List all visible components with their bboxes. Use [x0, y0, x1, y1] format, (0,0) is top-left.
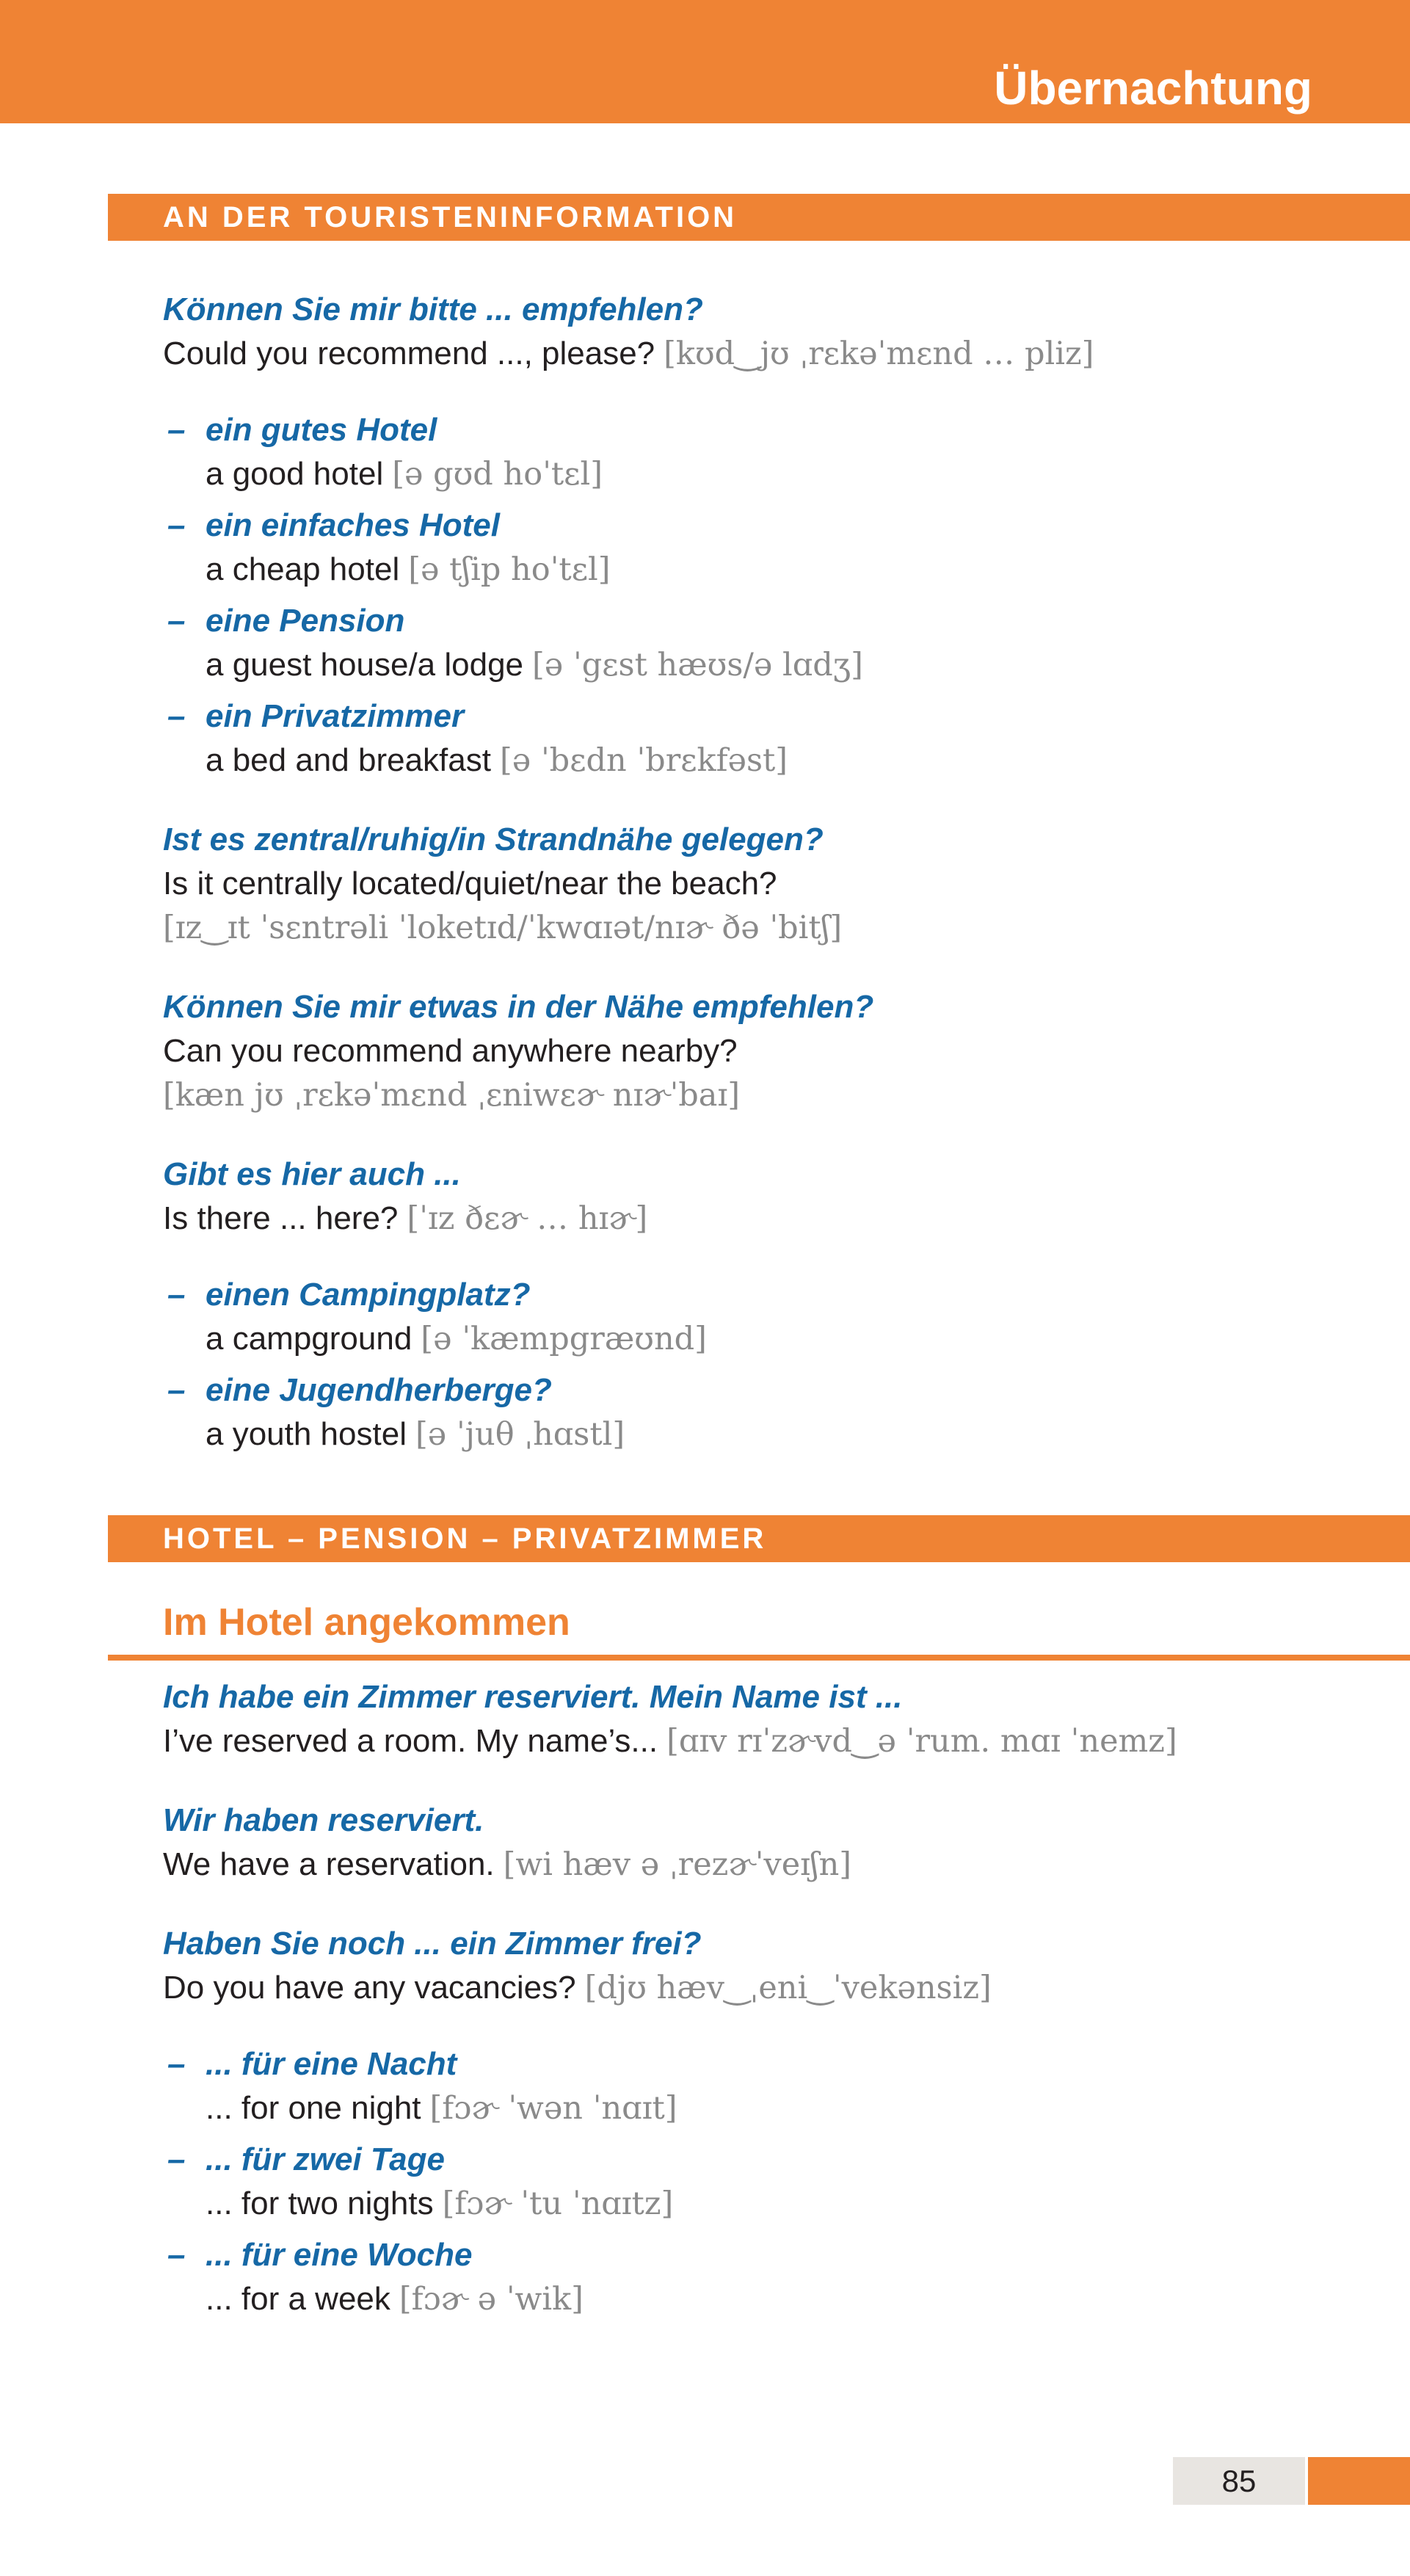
english-translation: a cheap hotel [206, 551, 400, 587]
english-line [163, 643, 1322, 687]
ipa-transcription: [ə ˈjuθ ˌhɑstl] [415, 1416, 625, 1453]
english-line [163, 739, 1322, 783]
english-line [163, 1719, 1322, 1763]
section-bar-label: AN DER TOURISTENINFORMATION [163, 201, 738, 233]
ipa-transcription: [ˈɪz ðɛɚ … hɪɚ] [407, 1200, 648, 1237]
phrase-list [163, 408, 1322, 783]
english-translation: Could you recommend ..., please? [163, 335, 655, 371]
english-line [163, 2182, 1322, 2226]
english-line [163, 548, 1322, 592]
english-translation: ... for one night [206, 2090, 421, 2126]
english-line [163, 452, 1322, 496]
list-item [163, 2138, 1322, 2226]
section-hotel-content [163, 1675, 1322, 2321]
english-translation: Do you have any vacancies? [163, 1970, 576, 2006]
german-phrase: eine Jugendherberge? [206, 1372, 552, 1408]
english-line [163, 1029, 1322, 1073]
list-item [163, 1368, 1322, 1456]
list-dash: – [167, 2046, 186, 2082]
english-line [163, 1412, 1322, 1456]
ipa-transcription: [kæn jʊ ˌrɛkəˈmɛnd ˌɛniwɛɚ nɪɚˈbaɪ] [163, 1077, 740, 1114]
german-phrase: ein Privatzimmer [206, 698, 465, 734]
german-phrase: Wir haben reserviert. [163, 1802, 484, 1838]
ipa-transcription: [ə ˈgɛst hæʊs/ə lɑdʒ] [532, 647, 863, 683]
list-item [163, 2042, 1322, 2130]
section-bar-label: HOTEL – PENSION – PRIVATZIMMER [163, 1523, 767, 1555]
english-line [163, 1197, 1322, 1241]
phrase-block [163, 1153, 1322, 1241]
list-dash: – [167, 603, 186, 639]
english-line [163, 1317, 1322, 1361]
chapter-header-band [0, 0, 1410, 123]
english-line [163, 1966, 1322, 2010]
german-phrase: eine Pension [206, 603, 405, 639]
english-translation: We have a reservation. [163, 1846, 495, 1882]
list-item [163, 599, 1322, 687]
list-item [163, 408, 1322, 496]
list-dash: – [167, 1277, 186, 1313]
english-line [163, 1843, 1322, 1887]
german-phrase: ein gutes Hotel [206, 412, 437, 448]
list-item [163, 694, 1322, 783]
page-number: 85 [1221, 2463, 1257, 2498]
english-line [163, 2277, 1322, 2321]
german-phrase: ... für eine Nacht [206, 2046, 457, 2082]
list-dash: – [167, 2141, 186, 2177]
ipa-transcription: [ə ˈbɛdn ˈbrɛkfəst] [499, 742, 788, 779]
ipa-transcription: [kʊd‿jʊ ˌrɛkəˈmɛnd … pliz] [664, 335, 1094, 372]
section-touristeninformation-content [163, 288, 1322, 1456]
english-translation: ... for two nights [206, 2185, 434, 2221]
english-translation: a good hotel [206, 456, 384, 492]
german-phrase: ... für zwei Tage [206, 2141, 445, 2177]
section-bar-touristeninformation [108, 194, 1410, 241]
german-line [163, 599, 1322, 643]
section-bar-hotel-pension-privatzimmer [108, 1515, 1410, 1562]
english-translation: a youth hostel [206, 1416, 407, 1452]
german-line [163, 694, 1322, 739]
ipa-transcription: [ə tʃip hoˈtɛl] [408, 551, 611, 588]
phrase-list [163, 1273, 1322, 1456]
phrase-block [163, 1922, 1322, 2010]
german-phrase: Können Sie mir etwas in der Nähe empfehlen? [163, 989, 874, 1025]
ipa-transcription: [ɪz‿ɪt ˈsɛntrəli ˈloketɪd/ˈkwɑɪət/nɪɚ ðə ˈbitʃ] [163, 910, 843, 946]
phrase-block [163, 1675, 1322, 1763]
list-dash: – [167, 412, 186, 448]
german-line [163, 408, 1322, 452]
german-line [163, 504, 1322, 548]
english-translation: ... for a week [206, 2281, 390, 2317]
phrase-block [163, 985, 1322, 1117]
phrase-list [163, 2042, 1322, 2321]
ipa-transcription: [djʊ hæv‿ˌeni‿ˈvekənsiz] [584, 1970, 992, 2006]
ipa-transcription: [ə gʊd hoˈtɛl] [392, 456, 603, 493]
german-line [163, 1273, 1322, 1317]
german-line [163, 2233, 1322, 2277]
german-phrase: Ist es zentral/ruhig/in Strandnähe gelegen? [163, 821, 824, 857]
ipa-transcription: [fɔɚ ə ˈwik] [399, 2281, 584, 2318]
german-phrase: ... für eine Woche [206, 2237, 473, 2273]
german-phrase: Ich habe ein Zimmer reserviert. Mein Name ist ... [163, 1679, 903, 1715]
english-translation: a campground [206, 1321, 413, 1357]
page-number-box [1173, 2457, 1305, 2505]
ipa-transcription: [fɔɚ ˈwən ˈnɑɪt] [429, 2090, 677, 2127]
list-dash: – [167, 507, 186, 543]
ipa-transcription: [wi hæv ə ˌrezɚˈveɪʃn] [503, 1846, 852, 1883]
german-phrase: Gibt es hier auch ... [163, 1156, 461, 1192]
english-translation: Is there ... here? [163, 1200, 399, 1236]
english-translation: I’ve reserved a room. My name’s... [163, 1723, 658, 1759]
english-translation: a guest house/a lodge [206, 647, 524, 683]
phrase-block [163, 818, 1322, 950]
german-phrase: Können Sie mir bitte ... empfehlen? [163, 291, 703, 327]
list-item [163, 2233, 1322, 2321]
list-item [163, 1273, 1322, 1361]
list-dash: – [167, 2237, 186, 2273]
german-phrase: ein einfaches Hotel [206, 507, 501, 543]
english-translation: Can you recommend anywhere nearby? [163, 1033, 738, 1069]
english-line [163, 332, 1322, 376]
list-dash: – [167, 698, 186, 734]
list-dash: – [167, 1372, 186, 1408]
german-line [163, 2138, 1322, 2182]
german-phrase: Haben Sie noch ... ein Zimmer frei? [163, 1926, 702, 1962]
english-line [163, 2086, 1322, 2130]
ipa-transcription: [ɑɪv rɪˈzɚvd‿ə ˈrum. mɑɪ ˈnemz] [666, 1723, 1177, 1760]
german-line [163, 1368, 1322, 1412]
english-line [163, 862, 1322, 906]
subsection-heading: Im Hotel angekommen [163, 1601, 570, 1644]
divider-rule [108, 1655, 1410, 1661]
footer-orange-tab [1308, 2457, 1410, 2505]
ipa-transcription: [ə ˈkæmpgræʊnd] [421, 1321, 707, 1357]
german-line [163, 2042, 1322, 2086]
phrase-block [163, 288, 1322, 376]
ipa-transcription: [fɔɚ ˈtu ˈnɑɪtz] [442, 2185, 674, 2222]
german-phrase: einen Campingplatz? [206, 1277, 531, 1313]
chapter-title: Übernachtung [994, 62, 1312, 115]
list-item [163, 504, 1322, 592]
phrase-block [163, 1799, 1322, 1887]
english-translation: Is it centrally located/quiet/near the beach? [163, 866, 777, 901]
english-translation: a bed and breakfast [206, 742, 491, 778]
